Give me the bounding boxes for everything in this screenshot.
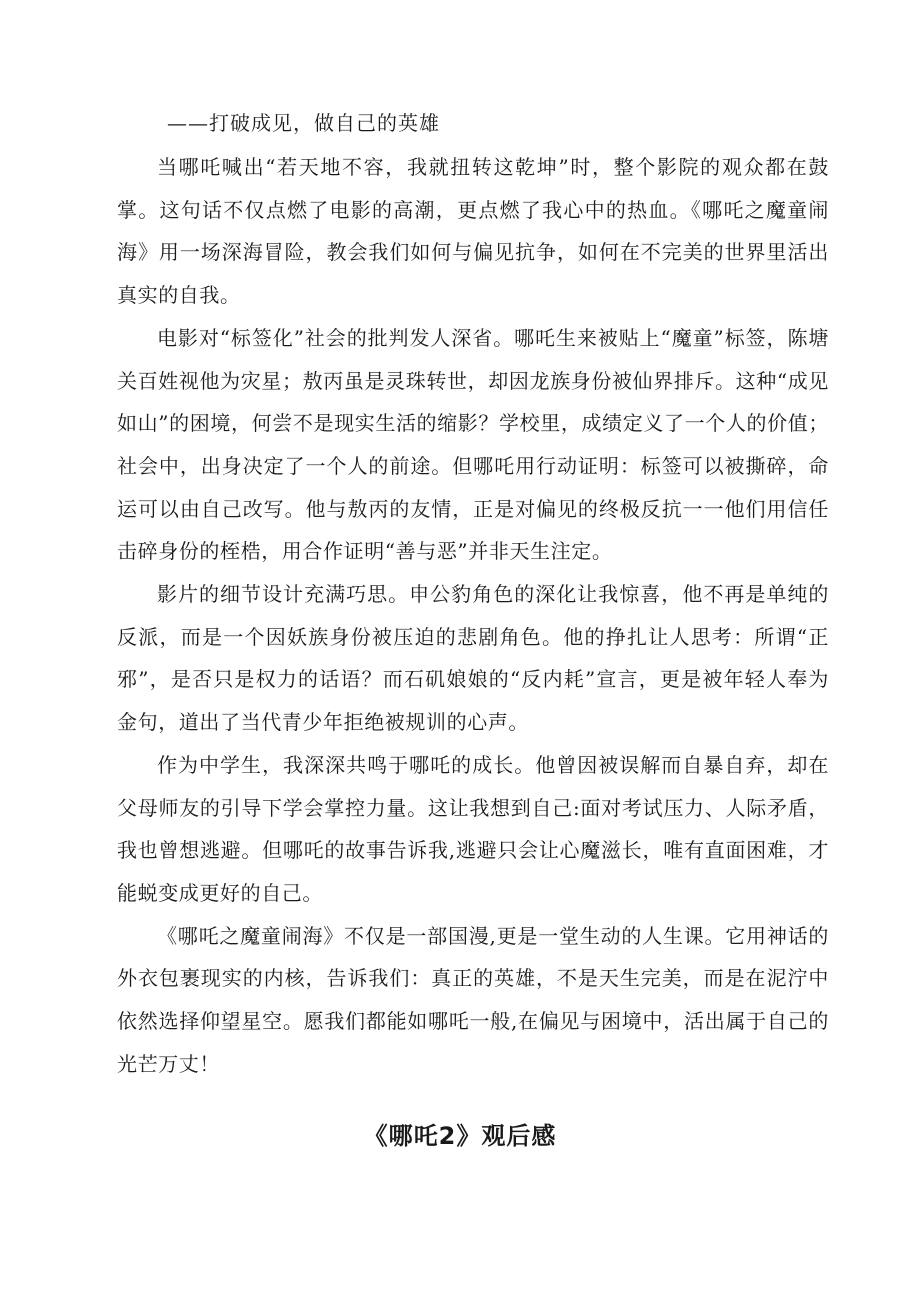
essay-subtitle: ——打破成见，做自己的英雄: [167, 111, 440, 135]
paragraph-4: 作为中学生，我深深共鸣于哪吒的成长。他曾因被误解而自暴自弃，却在父母师友的引导下学会掌控力量。这让我想到自己:面对考试压力、人际矛盾，我也曾想逃避。但哪吒的故事告诉我,逃避只会让心魔滋长，唯有直面困难，才能蜕变成更好的自己。: [117, 752, 829, 905]
paragraph-2: 电影对“标签化”社会的批判发人深省。哪吒生来被贴上“魔童”标签，陈塘关百姓视他为灾星；敖丙虽是灵珠转世，却因龙族身份被仙界排斥。这种“成见如山”的困境，何尝不是现实生活的缩影？学校里，成绩定义了一个人的价值；社会中，出身决定了一个人的前途。但哪吒用行动证明：标签可以被撕碎，命运可以由自己改写。他与敖丙的友情，正是对偏见的终极反抗一一他们用信任击碎身份的桎梏，用合作证明“善与恶”并非天生注定。: [117, 325, 829, 564]
paragraph-1: 当哪吒喊出“若天地不容，我就扭转这乾坤”时，整个影院的观众都在鼓掌。这句话不仅点燃了电影的高潮，更点燃了我心中的热血。《哪吒之魔童闹海》用一场深海冒险，教会我们如何与偏见抗争，如何在不完美的世界里活出真实的自我。: [117, 155, 829, 308]
paragraph-5: 《哪吒之魔童闹海》不仅是一部国漫,更是一堂生动的人生课。它用神话的外衣包裹现实的内核，告诉我们：真正的英雄，不是天生完美，而是在泥泞中依然选择仰望星空。愿我们都能如哪吒一般,在偏见与困境中，活出属于自己的光芒万丈！: [117, 923, 829, 1076]
essay-title: 《哪吒2》观后感: [363, 1122, 557, 1150]
paragraph-3: 影片的细节设计充满巧思。申公豹角色的深化让我惊喜，他不再是单纯的反派，而是一个因妖族身份被压迫的悲剧角色。他的挣扎让人思考：所谓“正邪”，是否只是权力的话语？而石矶娘娘的“反内耗”宣言，更是被年轻人奉为金句，道出了当代青少年拒绝被规训的心声。: [117, 582, 829, 735]
essay-body: [117, 100, 829, 1085]
